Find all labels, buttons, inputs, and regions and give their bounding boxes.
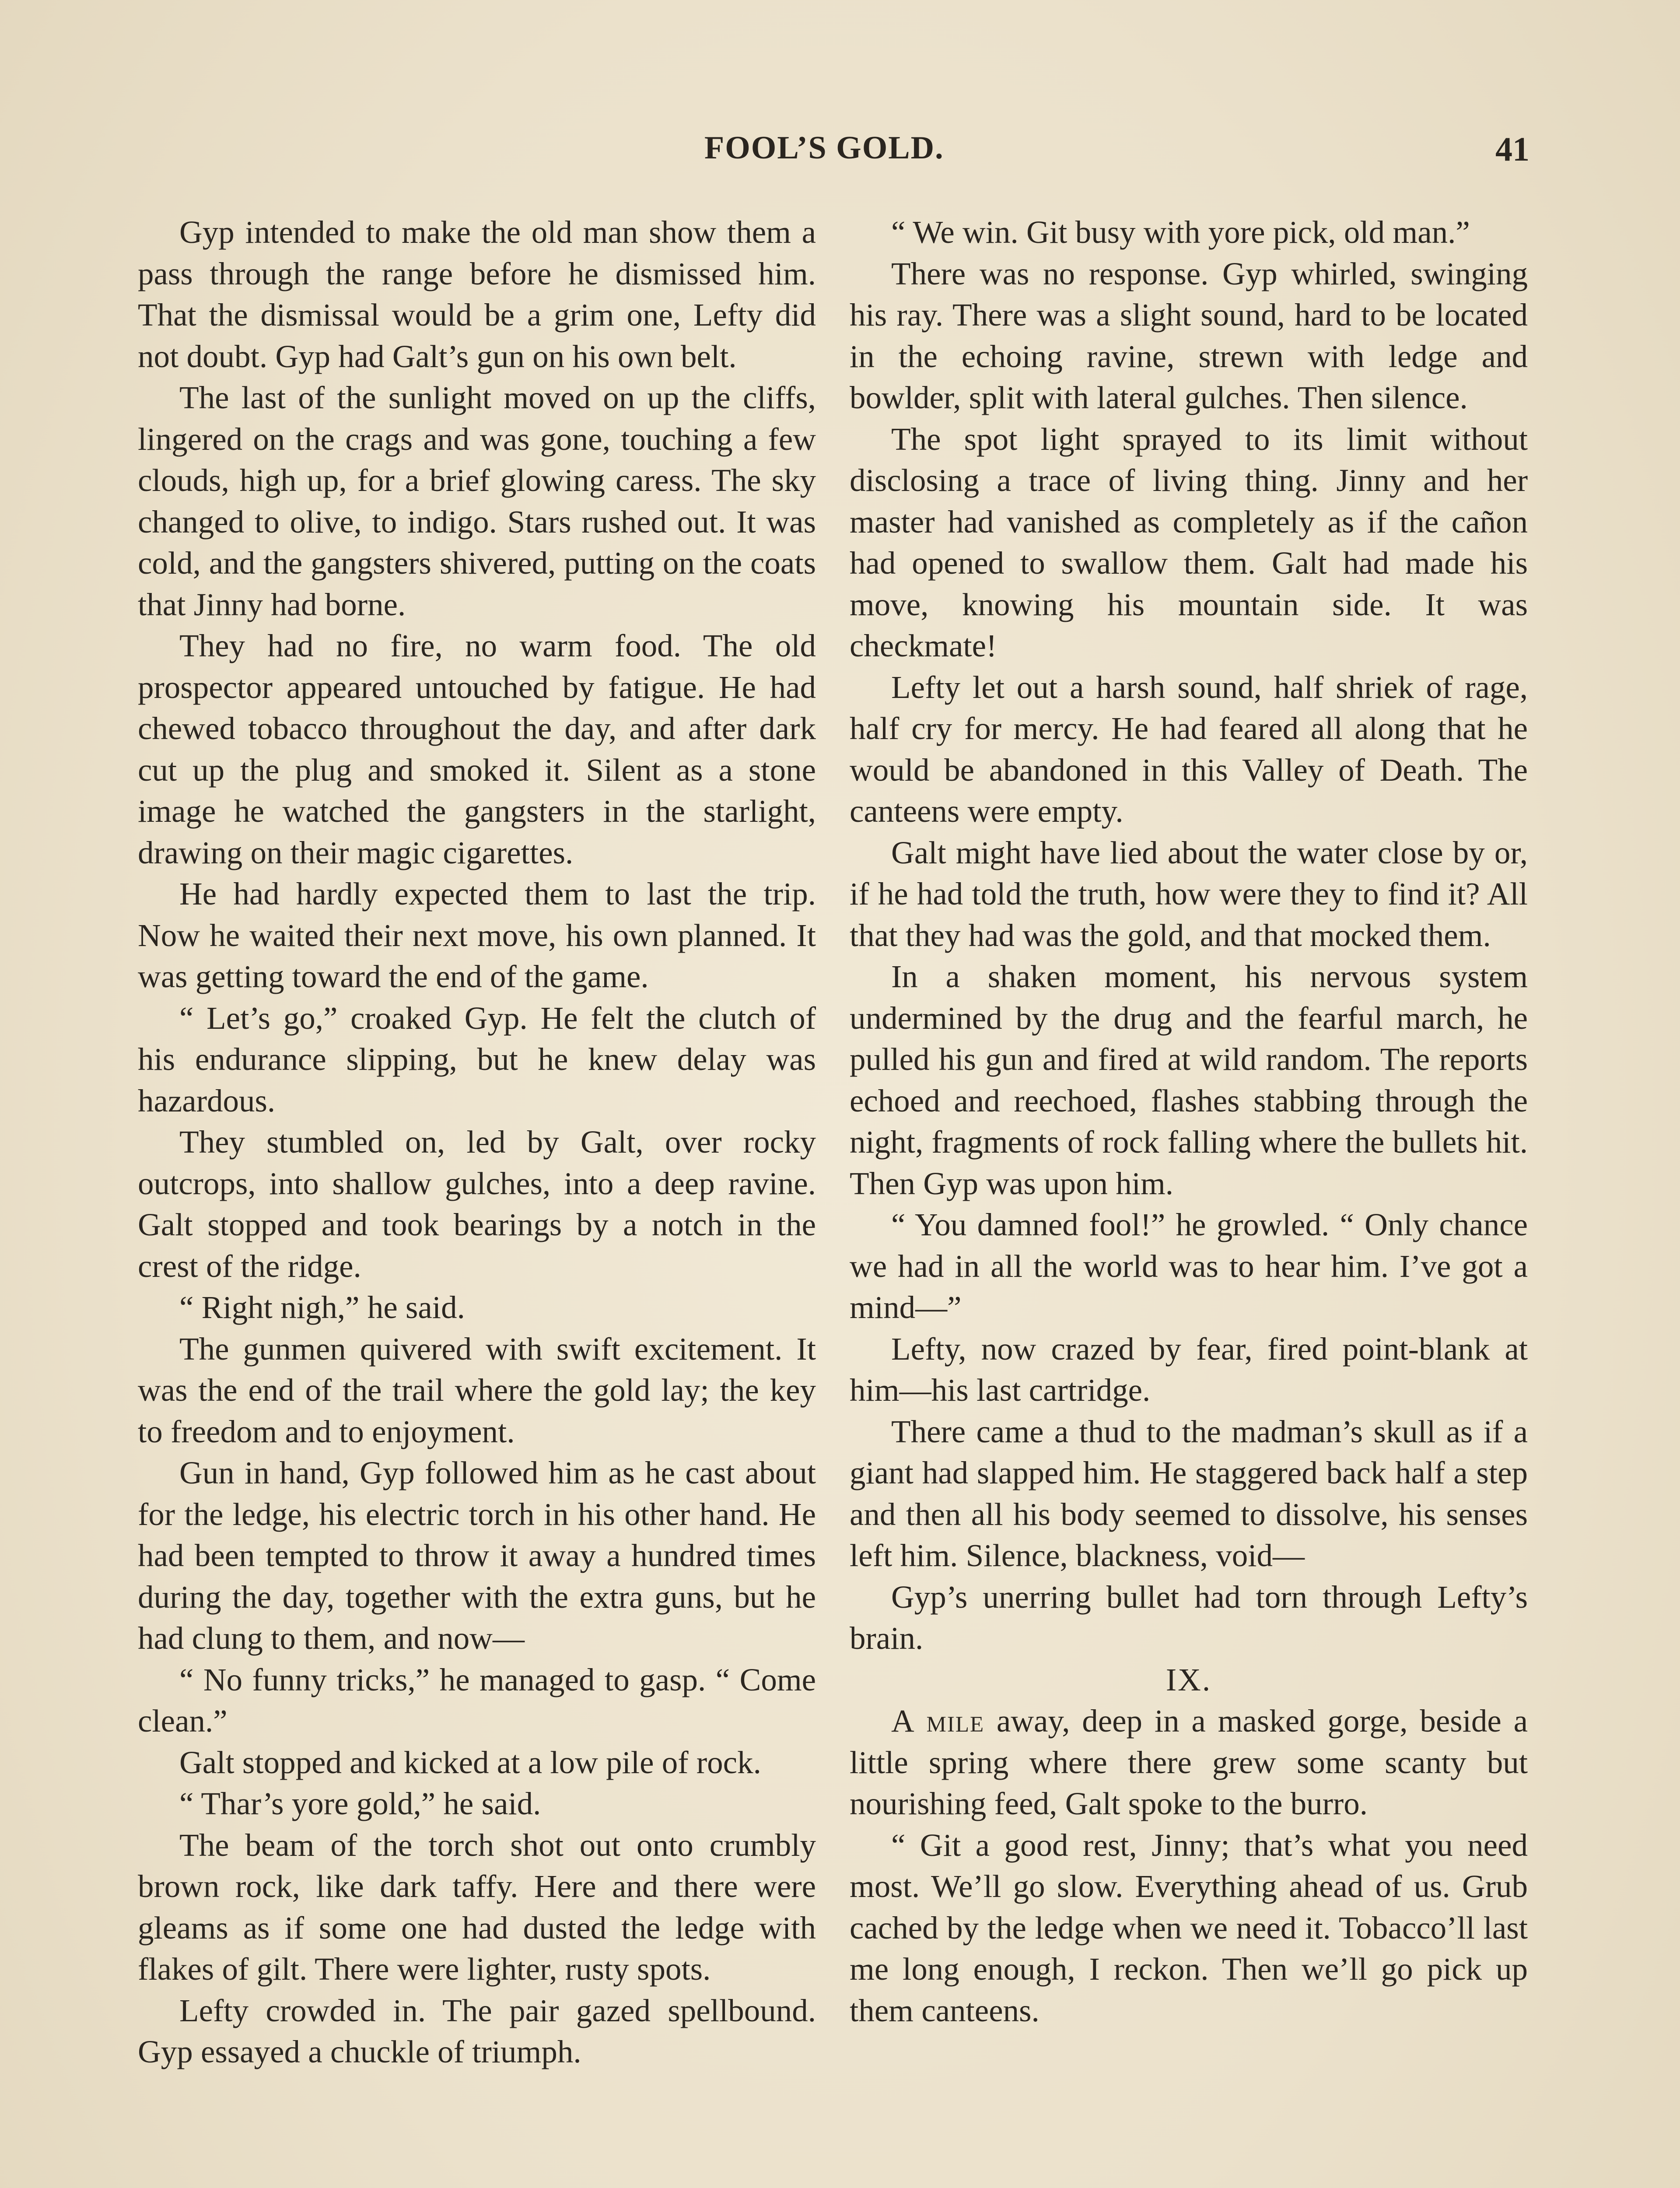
paragraph: There came a thud to the madman’s skull as if a giant had slapped him. He staggered back half a step and then all his body seemed to dissolve, his senses left him. Silence, blackness, void— — [850, 1413, 1528, 1573]
paragraph: “ Let’s go,” croaked Gyp. He felt the clutch of his endurance slipping, but he knew delay was hazardous. — [138, 1000, 816, 1119]
paragraph: “ Git a good rest, Jinny; that’s what you need most. We’ll go slow. Everything ahead of us. Grub cached by the ledge when we need it. Tobacco’ll last me long enough, I reckon. Then we’ll go pick up them canteens. — [850, 1827, 1528, 2028]
section-first-paragraph — [850, 1701, 1528, 1825]
paragraph: “ We win. Git busy with yore pick, old man.” — [891, 214, 1470, 250]
paragraph: Lefty, now crazed by fear, fired point-blank at him—his last cartridge. — [850, 1331, 1528, 1408]
paragraph: The gunmen quivered with swift excitement. It was the end of the trail where the gold lay; the key to freedom and to enjoyment. — [138, 1331, 816, 1449]
paragraph: Lefty crowded in. The pair gazed spellbound. Gyp essayed a chuckle of triumph. — [138, 1992, 816, 2069]
paragraph: “ No funny tricks,” he managed to gasp. “ Come clean.” — [138, 1662, 816, 1739]
paragraph: Galt might have lied about the water close by or, if he had told the truth, how were they to find it? All that they had was the gold, and that mocked them. — [850, 835, 1528, 953]
paragraph: Gyp’s unerring bullet had torn through Lefty’s brain. — [850, 1579, 1528, 1656]
paragraph: Galt stopped and kicked at a low pile of rock. — [179, 1744, 761, 1780]
right-column — [850, 212, 1528, 2031]
paragraph: “ Right nigh,” he said. — [179, 1290, 465, 1325]
paragraph: They had no fire, no warm food. The old prospector appeared untouched by fatigue. He had chewed tobacco throughout the day, and after dark cut up the plug and smoked it. Silent as a stone image he watched the gangsters in the starlight, drawing on their magic cigarettes. — [138, 628, 816, 870]
section-heading: IX. — [1166, 1662, 1212, 1697]
paragraph: Gyp intended to make the old man show them a pass through the range before he dismissed him. That the dismissal would be a grim one, Lefty did not doubt. Gyp had Galt’s gun on his own belt. — [138, 214, 816, 374]
paragraph: There was no response. Gyp whirled, swinging his ray. There was a slight sound, hard to be located in the echoing ravine, strewn with ledge and bowlder, split with lateral gulches. Then silence. — [850, 256, 1528, 415]
paragraph-text: away, deep in a masked gorge, beside a little spring where there grew some scanty but nourishing feed, Galt spoke to the burro. — [850, 1703, 1528, 1821]
paragraph: The beam of the torch shot out onto crumbly brown rock, like dark taffy. Here and there were gleams as if some one had dusted the ledge with flakes of gilt. There were lighter, rusty spots. — [138, 1827, 816, 1987]
paragraph: In a shaken moment, his nervous system undermined by the drug and the fearful march, he pulled his gun and fired at wild random. The reports echoed and reechoed, flashes stabbing through the night, fragments of rock falling where the bullets hit. Then Gyp was upon him. — [850, 959, 1528, 1201]
running-title: FOOL’S GOLD. — [704, 130, 944, 166]
paragraph: “ Thar’s yore gold,” he said. — [179, 1786, 541, 1821]
paragraph: They stumbled on, led by Galt, over rocky outcrops, into shallow gulches, into a deep ravine. Galt stopped and took bearings by a notch in the crest of the ridge. — [138, 1124, 816, 1284]
small-caps-lead: A mile — [891, 1703, 985, 1739]
paragraph: He had hardly expected them to last the trip. Now he waited their next move, his own planned. It was getting toward the end of the game. — [138, 876, 816, 994]
left-column — [138, 212, 816, 2073]
paragraph: The last of the sunlight moved on up the cliffs, lingered on the crags and was gone, touching a few clouds, high up, for a brief glowing caress. The sky changed to olive, to indigo. Stars rushed out. It was cold, and the gangsters shivered, putting on the coats that Jinny had borne. — [138, 380, 816, 622]
page-number: 41 — [1495, 130, 1530, 168]
paragraph: “ You damned fool!” he growled. “ Only chance we had in all the world was to hear him. I’ve got a mind—” — [850, 1207, 1528, 1325]
paragraph: Lefty let out a harsh sound, half shriek of rage, half cry for mercy. He had feared all along that he would be abandoned in this Valley of Death. The canteens were empty. — [850, 669, 1528, 829]
paragraph: The spot light sprayed to its limit without disclosing a trace of living thing. Jinny and her master had vanished as completely as if the cañon had opened to swallow them. Galt had made his move, knowing his mountain side. It was checkmate! — [850, 421, 1528, 663]
paragraph: Gun in hand, Gyp followed him as he cast about for the ledge, his electric torch in his other hand. He had been tempted to throw it away a hundred times during the day, together with the extra guns, but he had clung to them, and now— — [138, 1455, 816, 1656]
